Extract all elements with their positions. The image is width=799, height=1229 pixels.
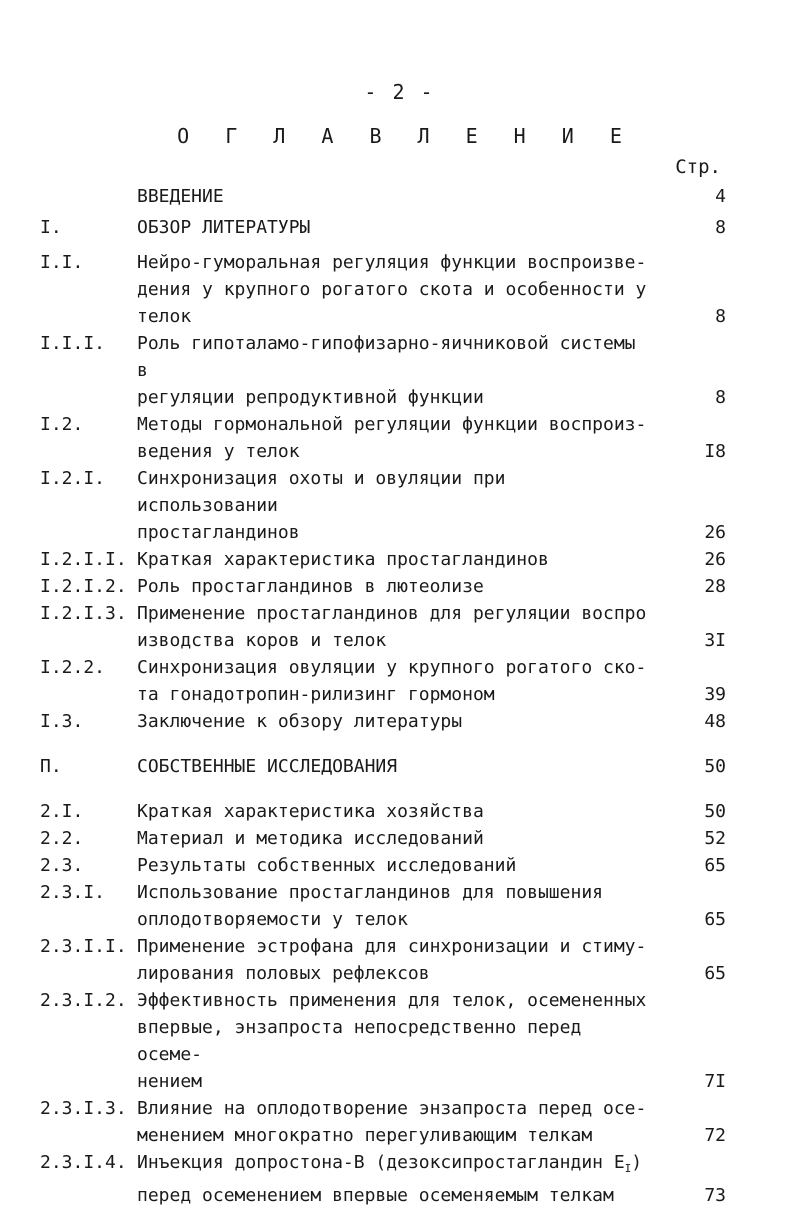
entry-page: 52: [704, 828, 726, 849]
dot-leader: [654, 303, 680, 330]
entry-title: СОБСТВЕННЫЕ ИССЛЕДОВАНИЯ: [137, 756, 398, 777]
toc-entry: [40, 249, 726, 330]
entry-page: 65: [704, 909, 726, 930]
toc-entry: [40, 708, 726, 735]
dot-leader: [492, 798, 680, 825]
entry-title-line2: перед осеменением впервые осеменяемым телкам: [137, 1185, 614, 1206]
entry-title: Влияние на оплодотворение энзапроста перед осе- менением многократно перегуливающим телкам: [137, 1098, 647, 1146]
entry-page: 26: [704, 522, 726, 543]
entry-title: ВВЕДЕНИЕ: [137, 186, 224, 207]
toc-entry: [40, 654, 726, 708]
entry-number: I.2.I.I.: [40, 549, 127, 570]
entry-page: 8: [715, 217, 726, 238]
toc-entry: [40, 987, 726, 1095]
dot-leader: [660, 384, 680, 411]
entry-number: I.I.: [40, 252, 84, 273]
dot-leader: [654, 1122, 680, 1149]
entry-title: Заключение к обзору литературы: [137, 711, 463, 732]
dot-leader: [492, 825, 680, 852]
dot-leader: [650, 1182, 680, 1209]
toc-entry: [40, 825, 726, 852]
entry-page: 8: [715, 306, 726, 327]
dot-leader: [660, 1068, 680, 1095]
entry-page: 28: [704, 576, 726, 597]
toc-title: О Г Л А В Л Е Н И Е: [177, 124, 634, 148]
entry-number: П.: [40, 756, 62, 777]
entry-number: I.2.: [40, 414, 84, 435]
toc-entry: [40, 546, 726, 573]
entry-title: Эффективность применения для телок, осемененных впервые, энзапроста непосредственно перед осеме- нением: [137, 990, 647, 1092]
toc-entry: [40, 852, 726, 879]
entry-number: 2.I.: [40, 801, 84, 822]
entry-title: ОБЗОР ЛИТЕРАТУРЫ: [137, 217, 311, 238]
dot-leader: [405, 753, 680, 780]
dot-leader: [660, 519, 680, 546]
toc-entry: [40, 411, 726, 465]
entry-page: 39: [704, 684, 726, 705]
entry-title: Синхронизация охоты и овуляции при использовании простагландинов: [137, 468, 506, 543]
toc-entry: [40, 1149, 726, 1209]
entry-number: 2.3.: [40, 855, 84, 876]
dot-leader: [654, 960, 680, 987]
entry-page: 65: [704, 855, 726, 876]
entry-number: 2.3.I.2.: [40, 990, 127, 1011]
dot-leader: [611, 906, 680, 933]
entry-number: I.: [40, 217, 62, 238]
toc-entry: [40, 600, 726, 654]
toc-entry: [40, 183, 726, 210]
toc-entry: [40, 214, 726, 241]
entry-title: Использование простагландинов для повышения оплодотворяемости у телок: [137, 882, 603, 930]
dot-leader: [524, 852, 680, 879]
toc-entry: [40, 465, 726, 546]
dot-leader: [654, 627, 680, 654]
dot-leader: [654, 681, 680, 708]
entry-page: 3I: [704, 630, 726, 651]
entry-page: I8: [704, 441, 726, 462]
entry-title: Применение эстрофана для синхронизации и стиму- лирования половых рефлексов: [137, 936, 647, 984]
entry-number: 2.3.I.I.: [40, 936, 127, 957]
entry-number: 2.3.I.: [40, 882, 106, 903]
entry-title: Нейро-гуморальная регуляция функции воспроизве- дения у крупного рогатого скота и особенности у телок: [137, 252, 647, 327]
toc-entry: [40, 573, 726, 600]
entry-page: 4: [715, 186, 726, 207]
entry-title: Результаты собственных исследований: [137, 855, 517, 876]
toc-entry: [40, 1095, 726, 1149]
entry-title: Применение простагландинов для регуляции воспро изводства коров и телок: [137, 603, 647, 651]
subscript: I: [624, 1162, 632, 1175]
toc-entry: [40, 753, 726, 780]
entry-number: 2.3.I.4.: [40, 1152, 127, 1173]
entry-number: I.2.2.: [40, 657, 106, 678]
entry-number: 2.3.I.3.: [40, 1098, 127, 1119]
dot-leader: [654, 438, 680, 465]
dot-leader: [492, 573, 680, 600]
page-column-label: Стр.: [675, 156, 721, 178]
dot-leader: [318, 214, 680, 241]
entry-number: I.2.I.2.: [40, 576, 127, 597]
dot-leader: [232, 183, 680, 210]
entry-title-line1: Инъекция допростона-В (дезоксипростагландин E: [137, 1152, 625, 1173]
entry-number: I.3.: [40, 711, 84, 732]
entry-title-line1-end: ): [631, 1152, 643, 1173]
table-of-contents: [40, 183, 726, 1209]
dot-leader: [470, 708, 680, 735]
entry-number: 2.2.: [40, 828, 84, 849]
dot-leader: [557, 546, 680, 573]
entry-page: 48: [704, 711, 726, 732]
entry-page: 50: [704, 801, 726, 822]
entry-title: Краткая характеристика хозяйства: [137, 801, 484, 822]
entry-page: 72: [704, 1125, 726, 1146]
toc-entry: [40, 330, 726, 411]
entry-title: Методы гормональной регуляции функции воспроиз- ведения у телок: [137, 414, 647, 462]
entry-page: 26: [704, 549, 726, 570]
entry-page: 7I: [704, 1071, 726, 1092]
entry-number: I.2.I.3.: [40, 603, 127, 624]
entry-number: I.2.I.: [40, 468, 106, 489]
toc-entry: [40, 879, 726, 933]
entry-page: 50: [704, 756, 726, 777]
page-number: - 2 -: [364, 80, 435, 104]
entry-title: Синхронизация овуляции у крупного рогатого ско- та гонадотропин-рилизинг гормоном: [137, 657, 647, 705]
entry-title: Роль простагландинов в лютеолизе: [137, 576, 484, 597]
entry-title: Роль гипоталамо-гипофизарно-яичниковой системы в регуляции репродуктивной функции: [137, 333, 636, 408]
entry-title: [137, 1149, 642, 1209]
entry-title: Краткая характеристика простагландинов: [137, 549, 549, 570]
toc-entry: [40, 933, 726, 987]
entry-page: 8: [715, 387, 726, 408]
entry-title: Материал и методика исследований: [137, 828, 484, 849]
toc-entry: [40, 798, 726, 825]
entry-page: 73: [704, 1185, 726, 1206]
entry-number: I.I.I.: [40, 333, 106, 354]
entry-page: 65: [704, 963, 726, 984]
